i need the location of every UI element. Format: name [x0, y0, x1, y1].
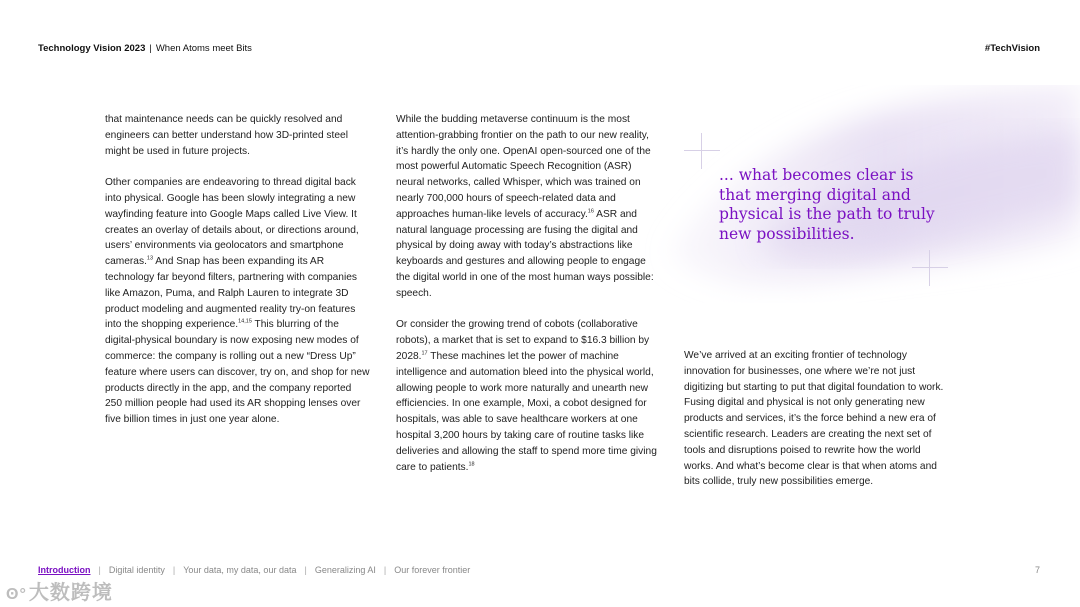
footnote-ref[interactable]: 18: [468, 461, 475, 468]
header-hashtag: #TechVision: [984, 43, 1040, 54]
watermark: [6, 576, 113, 605]
body-column-3: [684, 348, 946, 506]
pull-quote: ... what becomes clear is that merging digital and physical is the path to truly new possibilities.: [719, 166, 935, 243]
page-number: 7: [1034, 565, 1040, 575]
nav-your-data[interactable]: Your data, my data, our data: [183, 565, 297, 575]
header-title: [38, 43, 252, 54]
plus-decoration-1: [684, 133, 720, 169]
col2-paragraph-2: Or consider the growing trend of cobots (collaborative robots), a market that is set to expand to $16.3 billion by 2028.17 These machines let the power of machine intelligence and automation bleed into the physical world, allowing people to work more naturally and unearth new efficiencies. In one example, Moxi, a cobot designed for hospitals, was able to save healthcare workers at one hospital 3,200 hours by taking care of routine tasks like deliveries and allowing the staff to spend more time giving care to patients.$^{18}$: [396, 319, 657, 473]
footer-navigation: Introduction | Digital identity | Your data, my data, our data | Generalizing AI | Our forever frontier: [38, 565, 471, 575]
nav-generalizing-ai[interactable]: Generalizing AI: [314, 565, 376, 575]
nav-digital-identity[interactable]: Digital identity: [108, 565, 165, 575]
body-column-1: [105, 112, 370, 444]
header-brand: Technology Vision 2023: [38, 43, 146, 54]
col1-paragraph-2: Other companies are endeavoring to thread digital back into physical. Google has been slowly integrating a new wayfinding feature into Google Maps called Live View. It creates an overlay of details about, or directions around, users’ environments via geolocators and smartphone cameras.$^{13}$ And Snap has been expanding its AR technology far beyond filters, partnering with companies like Amazon, Puma, and Ralph Lauren to integrate 3D product modeling and augmented reality try-on features into the shopping experience.$^{14,15}$ This blurring of the digital-physical boundary is now exposing new modes of commerce: the company is rolling out a new “Dress Up” feature where users can discover, try on, and shop for new products directly in the app, and the company reported 250 million people had used its AR shopping lenses over five billion times in just one year alone.: [105, 177, 370, 426]
col3-paragraph-1: We’ve arrived at an exciting frontier of technology innovation for businesses, one where we’re not just digitizing but starting to put that digital foundation to work. Fusing digital and physical is not only generating new products and services, it’s the force behind a new era of scientific research. Leaders are creating the next set of tools and disruptions poised to rewrite how the world works. And what’s become clear is that when atoms and bits collide, truly new possibilities emerge.: [684, 350, 944, 488]
plus-decoration-2: [912, 250, 948, 286]
col2-paragraph-1: While the budding metaverse continuum is the most attention-grabbing frontier on the path to our new reality, it’s hardly the only one. OpenAI open-sourced one of the most powerful Automatic Speech Recognition (ASR) neural networks, called Whisper, which was trained on nearly 700,000 hours of speech-related data and approaches human-like levels of accuracy.$^{16}$ ASR and natural language processing are fusing the digital and physical by doing away with today’s abstractions like keyboards and gestures and allowing people to engage the digital world in one of the most human ways possible: speech.: [396, 114, 654, 299]
footnote-ref[interactable]: 14,15: [238, 318, 252, 325]
nav-introduction[interactable]: Introduction: [38, 565, 91, 575]
footnote-ref[interactable]: 17: [421, 350, 428, 357]
body-column-2: [396, 112, 661, 491]
footnote-ref[interactable]: 13: [146, 255, 154, 262]
header-subtitle: When Atoms meet Bits: [155, 43, 252, 54]
dots-logo-icon: ʘ°: [6, 586, 27, 603]
footnote-ref[interactable]: 16: [587, 208, 594, 215]
nav-our-forever-frontier[interactable]: Our forever frontier: [394, 565, 471, 575]
watermark-text: 大数跨境: [28, 582, 113, 604]
col1-paragraph-1: that maintenance needs can be quickly resolved and engineers can better understand how 3D-printed steel might be used in future projects.: [105, 114, 348, 157]
header-separator: |: [149, 43, 152, 54]
